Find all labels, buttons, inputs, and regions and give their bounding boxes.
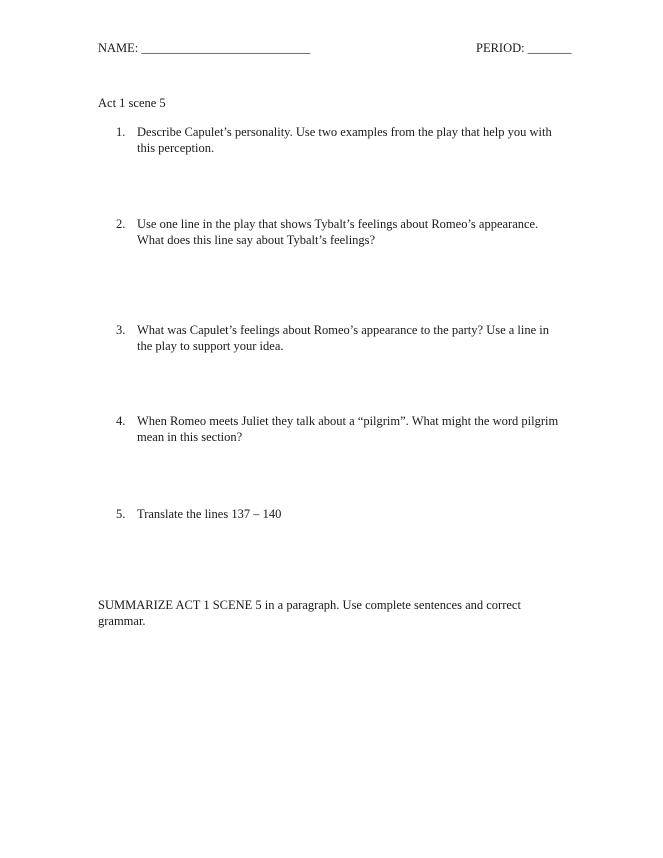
question-number: 1.: [116, 125, 126, 139]
question-number: 3.: [116, 323, 126, 337]
question-text: Translate the lines 137 – 140: [137, 507, 282, 521]
question-item: [116, 506, 566, 522]
question-number: 4.: [116, 414, 126, 428]
question-item: [116, 216, 566, 248]
period-field-label: PERIOD: _______: [476, 41, 572, 55]
question-text: When Romeo meets Juliet they talk about a “pilgrim”. What might the word pilgrim mean in this section?: [137, 414, 559, 444]
question-text: What was Capulet’s feelings about Romeo’s appearance to the party? Use a line in the play to support your idea.: [137, 323, 550, 353]
question-number: 2.: [116, 217, 126, 231]
question-number: 5.: [116, 507, 126, 521]
name-field-label: NAME: ___________________________: [98, 41, 311, 55]
question-item: [116, 322, 566, 354]
question-item: [116, 124, 566, 156]
question-item: [116, 413, 566, 445]
section-title: Act 1 scene 5: [98, 96, 166, 110]
summary-instruction: SUMMARIZE ACT 1 SCENE 5 in a paragraph. Use complete sentences and correct grammar.: [98, 598, 521, 628]
question-text: Describe Capulet’s personality. Use two examples from the play that help you with this perception.: [137, 125, 552, 155]
question-text: Use one line in the play that shows Tybalt’s feelings about Romeo’s appearance. What does this line say about Tybalt’s feelings?: [137, 217, 539, 247]
